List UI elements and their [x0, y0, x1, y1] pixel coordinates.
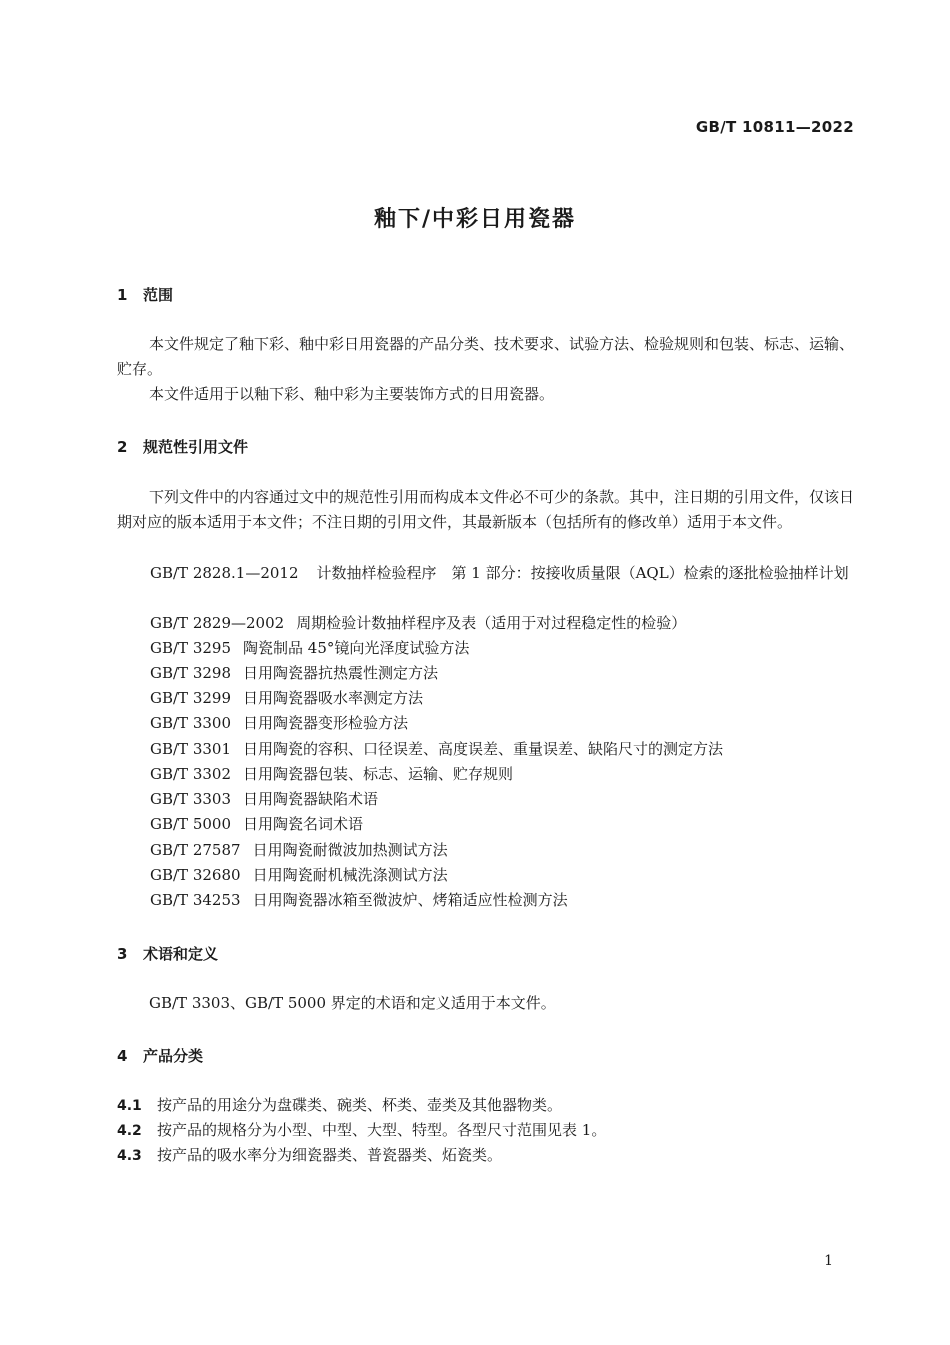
reference-name: 陶瓷制品 45°镜向光泽度试验方法: [243, 639, 470, 657]
clause-text: 按产品的吸水率分为细瓷器类、普瓷器类、炻瓷类。: [157, 1146, 503, 1164]
reference-item: [150, 711, 408, 736]
clause-number: 4.2: [117, 1123, 142, 1139]
reference-item: [117, 561, 857, 586]
section-title: 术语和定义: [143, 945, 219, 963]
clause-item: [117, 1143, 502, 1169]
reference-code: GB/T 27587: [150, 841, 241, 859]
clause-text: 按产品的用途分为盘碟类、碗类、杯类、壶类及其他器物类。: [157, 1096, 563, 1114]
reference-name: 日用陶瓷器吸水率测定方法: [243, 689, 424, 707]
reference-name: 日用陶瓷器包装、标志、运输、贮存规则: [243, 765, 514, 783]
reference-name: 日用陶瓷器缺陷术语: [243, 790, 379, 808]
reference-name: 日用陶瓷耐机械洗涤测试方法: [252, 866, 448, 884]
reference-item: [150, 762, 513, 787]
scope-paragraph-1: 本文件规定了釉下彩、釉中彩日用瓷器的产品分类、技术要求、试验方法、检验规则和包装、标志、运输、贮存。: [117, 335, 855, 378]
reference-item: [150, 636, 469, 661]
clause-number: 4.1: [117, 1098, 142, 1114]
section-heading-classification: [117, 1045, 203, 1066]
reference-name: 日用陶瓷的容积、口径误差、高度误差、重量误差、缺陷尺寸的测定方法: [243, 740, 724, 758]
reference-code: GB/T 2828.1—2012: [150, 564, 299, 582]
reference-name: 日用陶瓷器冰箱至微波炉、烤箱适应性检测方法: [252, 891, 568, 909]
reference-code: GB/T 3300: [150, 714, 232, 732]
clause-text: 按产品的规格分为小型、中型、大型、特型。各型尺寸范围见表 1。: [157, 1121, 607, 1139]
reference-name: 日用陶瓷器抗热震性测定方法: [243, 664, 439, 682]
reference-name: 周期检验计数抽样程序及表（适用于对过程稳定性的检验）: [296, 614, 687, 632]
page-number: 1: [824, 1253, 833, 1269]
reference-code: GB/T 3303: [150, 790, 232, 808]
standard-number: GB/T 10811—2022: [695, 118, 854, 136]
reference-code: GB/T 34253: [150, 891, 241, 909]
reference-code: GB/T 3298: [150, 664, 232, 682]
reference-code: GB/T 32680: [150, 866, 241, 884]
section-number: 4: [117, 1047, 128, 1065]
reference-code: GB/T 5000: [150, 815, 232, 833]
reference-item: [150, 686, 423, 711]
scope-paragraph-2: 本文件适用于以釉下彩、釉中彩为主要装饰方式的日用瓷器。: [149, 385, 555, 403]
reference-code: GB/T 3302: [150, 765, 232, 783]
reference-item: [150, 787, 378, 812]
clause-item: [117, 1118, 606, 1144]
section-heading-terms: [117, 943, 218, 964]
reference-code: GB/T 3295: [150, 639, 232, 657]
reference-name: 日用陶瓷耐微波加热测试方法: [252, 841, 448, 859]
reference-item: [150, 611, 686, 636]
references-intro: 下列文件中的内容通过文中的规范性引用而构成本文件必不可少的条款。其中，注日期的引用文件，仅该日期对应的版本适用于本文件；不注日期的引用文件，其最新版本（包括所有的修改单）适用于本文件。: [117, 488, 855, 531]
reference-item: [150, 661, 438, 686]
section-title: 范围: [143, 286, 174, 304]
section-title: 产品分类: [143, 1047, 204, 1065]
reference-item: [150, 863, 448, 888]
reference-item: [150, 737, 723, 762]
reference-name: 日用陶瓷器变形检验方法: [243, 714, 409, 732]
reference-item: [150, 838, 448, 863]
section-heading-scope: [117, 284, 173, 305]
section-number: 3: [117, 945, 128, 963]
section-title: 规范性引用文件: [143, 438, 249, 456]
reference-code: GB/T 3301: [150, 740, 232, 758]
clause-item: [117, 1093, 562, 1119]
terms-paragraph: GB/T 3303、GB/T 5000 界定的术语和定义适用于本文件。: [149, 994, 556, 1012]
reference-code: GB/T 3299: [150, 689, 232, 707]
section-number: 2: [117, 438, 128, 456]
reference-name: 日用陶瓷名词术语: [243, 815, 364, 833]
section-number: 1: [117, 286, 128, 304]
document-title: 釉下/中彩日用瓷器: [373, 207, 577, 232]
reference-item: [150, 812, 363, 837]
reference-item: [150, 888, 568, 913]
section-heading-normative-references: [117, 436, 248, 457]
reference-code: GB/T 2829—2002: [150, 614, 285, 632]
clause-number: 4.3: [117, 1148, 142, 1164]
reference-name: 计数抽样检验程序 第 1 部分：按接收质量限（AQL）检索的逐批检验抽样计划: [316, 564, 849, 582]
